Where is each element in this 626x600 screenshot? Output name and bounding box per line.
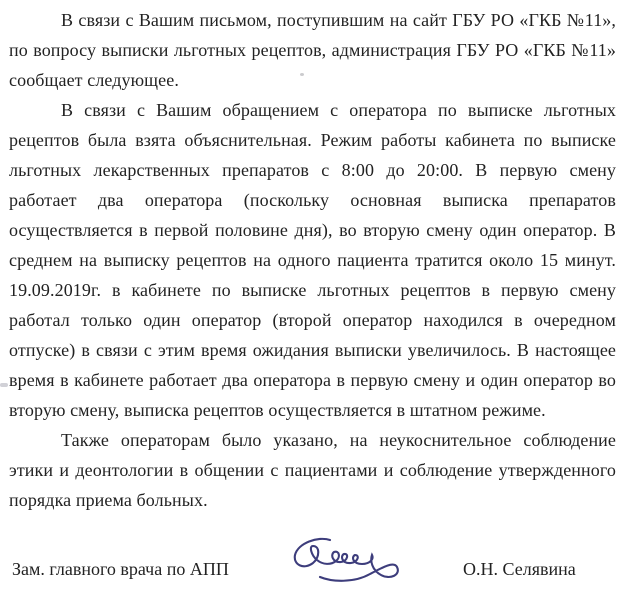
scan-artifact-dash — [0, 383, 8, 387]
letter-body — [9, 5, 616, 515]
letter-line: этики и деонтологии в общении с пациентами и соблюдение утвержденного — [9, 460, 616, 480]
letter-line: среднем на выписку рецептов на одного пациента тратится около 15 минут. — [9, 250, 616, 270]
letter-line: сообщает следующее. — [9, 70, 179, 90]
letter-line: Также операторам было указано, на неукоснительное соблюдение — [61, 430, 616, 450]
letter-line: 19.09.2019г. в кабинете по выписке льготных рецептов в первую смену — [9, 280, 616, 300]
signatory-position: Зам. главного врача по АПП — [12, 559, 229, 579]
letter-line: работает два оператора (поскольку основная выписка препаратов — [9, 190, 616, 210]
letter-line: время в кабинете работает два оператора в первую смену и один оператор во — [9, 370, 616, 390]
letter-line: В связи с Вашим письмом, поступившим на сайт ГБУ РО «ГКБ №11», — [61, 10, 616, 30]
letter-line: льготных лекарственных препаратов с 8:00 до 20:00. В первую смену — [9, 160, 616, 180]
signature-stroke — [295, 539, 398, 581]
letter-line: по вопросу выписки льготных рецептов, администрация ГБУ РО «ГКБ №11» — [9, 40, 616, 60]
letter-line: отпуске) в связи с этим время ожидания выписки увеличилось. В настоящее — [9, 340, 616, 360]
letter-line: осуществляется в первой половине дня), во вторую смену один оператор. В — [9, 220, 616, 240]
letter-line: В связи с Вашим обращением с оператора по выписке льготных — [61, 100, 616, 120]
letter-line: порядка приема больных. — [9, 490, 208, 510]
signatory-name: О.Н. Селявина — [463, 559, 576, 579]
scan-artifact-dot — [300, 73, 304, 76]
letter-line: работал только один оператор (второй оператор находился в очередном — [9, 310, 616, 330]
letter-line: вторую смену, выписка рецептов осуществляется в штатном режиме. — [9, 400, 546, 420]
handwritten-signature-icon — [284, 532, 416, 592]
letter-line: рецептов была взята объяснительная. Режим работы кабинета по выписке — [9, 130, 616, 150]
